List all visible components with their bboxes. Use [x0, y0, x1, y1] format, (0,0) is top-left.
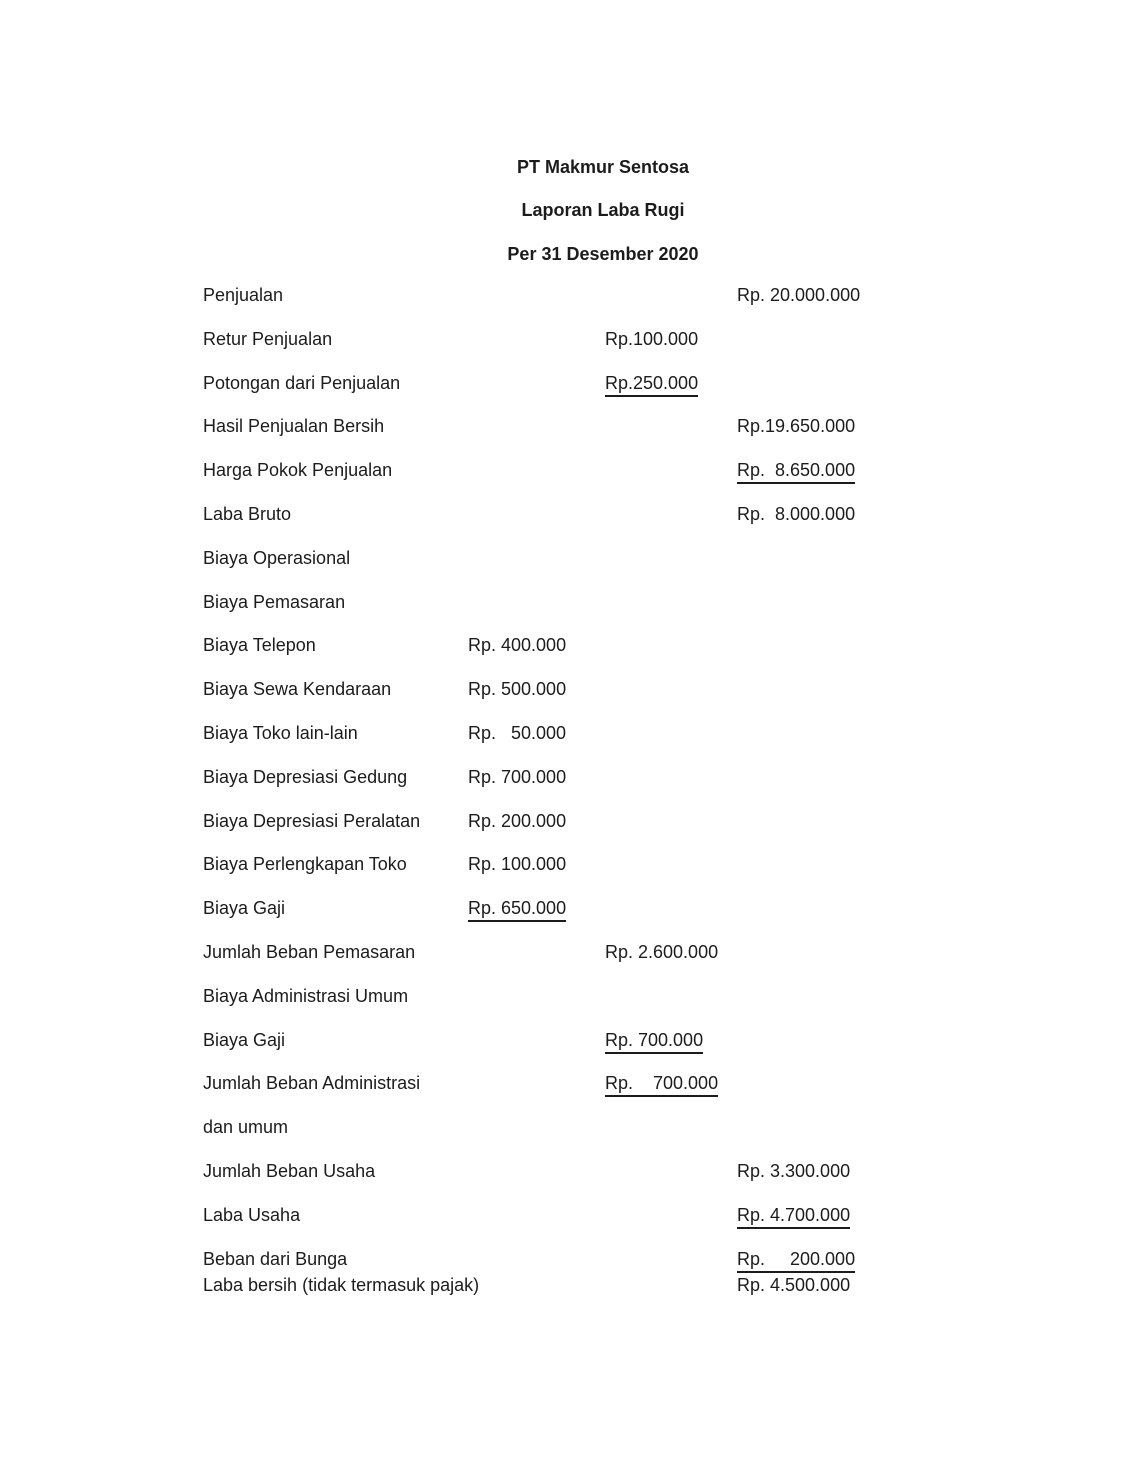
statement-row: [0, 592, 1140, 616]
statement-row: [0, 373, 1140, 397]
row-amount: Rp. 700.000: [468, 766, 567, 787]
row-amount: Rp. 4.500.000: [737, 1274, 851, 1295]
statement-row: [0, 1205, 1140, 1229]
row-amount-underlined: Rp. 8.650.000: [737, 460, 855, 484]
row-amount-underlined: Rp. 700.000: [605, 1030, 703, 1054]
row-label: Biaya Perlengkapan Toko: [203, 854, 407, 875]
statement-row: [0, 635, 1140, 659]
row-amount: Rp. 3.300.000: [737, 1161, 851, 1181]
statement-row: [0, 898, 1140, 922]
statement-row: [0, 942, 1140, 966]
row-label: Beban dari Bunga: [203, 1248, 348, 1269]
statement-row: [0, 723, 1140, 747]
row-label: Biaya Pemasaran: [203, 591, 346, 612]
row-amount-underlined: Rp. 700.000: [605, 1073, 718, 1097]
statement-row: [0, 767, 1140, 791]
row-label: Jumlah Beban Usaha: [203, 1161, 376, 1181]
row-label: Hasil Penjualan Bersih: [203, 416, 385, 437]
row-label: Biaya Depresiasi Gedung: [203, 766, 408, 787]
row-label: Retur Penjualan: [203, 328, 333, 349]
row-label: Laba bersih (tidak termasuk pajak): [203, 1274, 480, 1295]
statement-row: [0, 679, 1140, 703]
statement-row: [0, 986, 1140, 1010]
row-amount: Rp. 100.000: [468, 854, 567, 875]
statement-row: [0, 811, 1140, 835]
row-amount: Rp. 8.000.000: [737, 504, 856, 524]
statement-row: [0, 1073, 1140, 1097]
row-amount: Rp. 200.000: [468, 810, 567, 831]
row-amount-underlined: Rp. 200.000: [737, 1249, 855, 1273]
statement-row: [0, 1249, 1140, 1273]
statement-row: [0, 460, 1140, 484]
row-amount-underlined: Rp. 650.000: [468, 898, 566, 922]
row-amount: Rp. 20.000.000: [737, 285, 861, 305]
row-amount: Rp. 50.000: [468, 723, 567, 743]
company-name: PT Makmur Sentosa: [516, 157, 690, 177]
row-label: Biaya Sewa Kendaraan: [203, 679, 392, 700]
row-amount: Rp.19.650.000: [737, 416, 856, 437]
report-title: Laporan Laba Rugi: [521, 200, 685, 220]
row-label: Biaya Depresiasi Peralatan: [203, 810, 421, 831]
row-label: dan umum: [203, 1117, 289, 1138]
row-label: Laba Bruto: [203, 504, 292, 524]
row-label: Biaya Gaji: [203, 1029, 286, 1050]
row-label: Biaya Administrasi Umum: [203, 985, 409, 1006]
statement-row: [0, 504, 1140, 528]
statement-row: [0, 329, 1140, 353]
row-amount: Rp. 2.600.000: [605, 942, 719, 962]
row-label: Laba Usaha: [203, 1204, 301, 1225]
row-label: Biaya Telepon: [203, 635, 316, 656]
row-amount-underlined: Rp.250.000: [605, 373, 698, 397]
row-label: Biaya Toko lain-lain: [203, 723, 358, 743]
report-period: Per 31 Desember 2020: [507, 244, 699, 264]
row-amount: Rp. 400.000: [468, 635, 567, 656]
row-label: Biaya Operasional: [203, 547, 351, 568]
statement-row: [0, 1275, 1140, 1299]
statement-row: [0, 1030, 1140, 1054]
row-amount: Rp. 500.000: [468, 679, 567, 700]
row-label: Penjualan: [203, 285, 284, 305]
row-label: Jumlah Beban Pemasaran: [203, 942, 416, 962]
statement-row: [0, 548, 1140, 572]
row-amount: Rp.100.000: [605, 328, 699, 349]
row-label: Biaya Gaji: [203, 898, 286, 919]
row-label: Jumlah Beban Administrasi: [203, 1073, 421, 1094]
row-amount-underlined: Rp. 4.700.000: [737, 1205, 850, 1229]
row-label: Potongan dari Penjualan: [203, 372, 401, 393]
statement-row: [0, 285, 1140, 309]
row-label: Harga Pokok Penjualan: [203, 460, 393, 481]
statement-row: [0, 1161, 1140, 1185]
statement-row: [0, 854, 1140, 878]
statement-row: [0, 416, 1140, 440]
statement-row: [0, 1117, 1140, 1141]
